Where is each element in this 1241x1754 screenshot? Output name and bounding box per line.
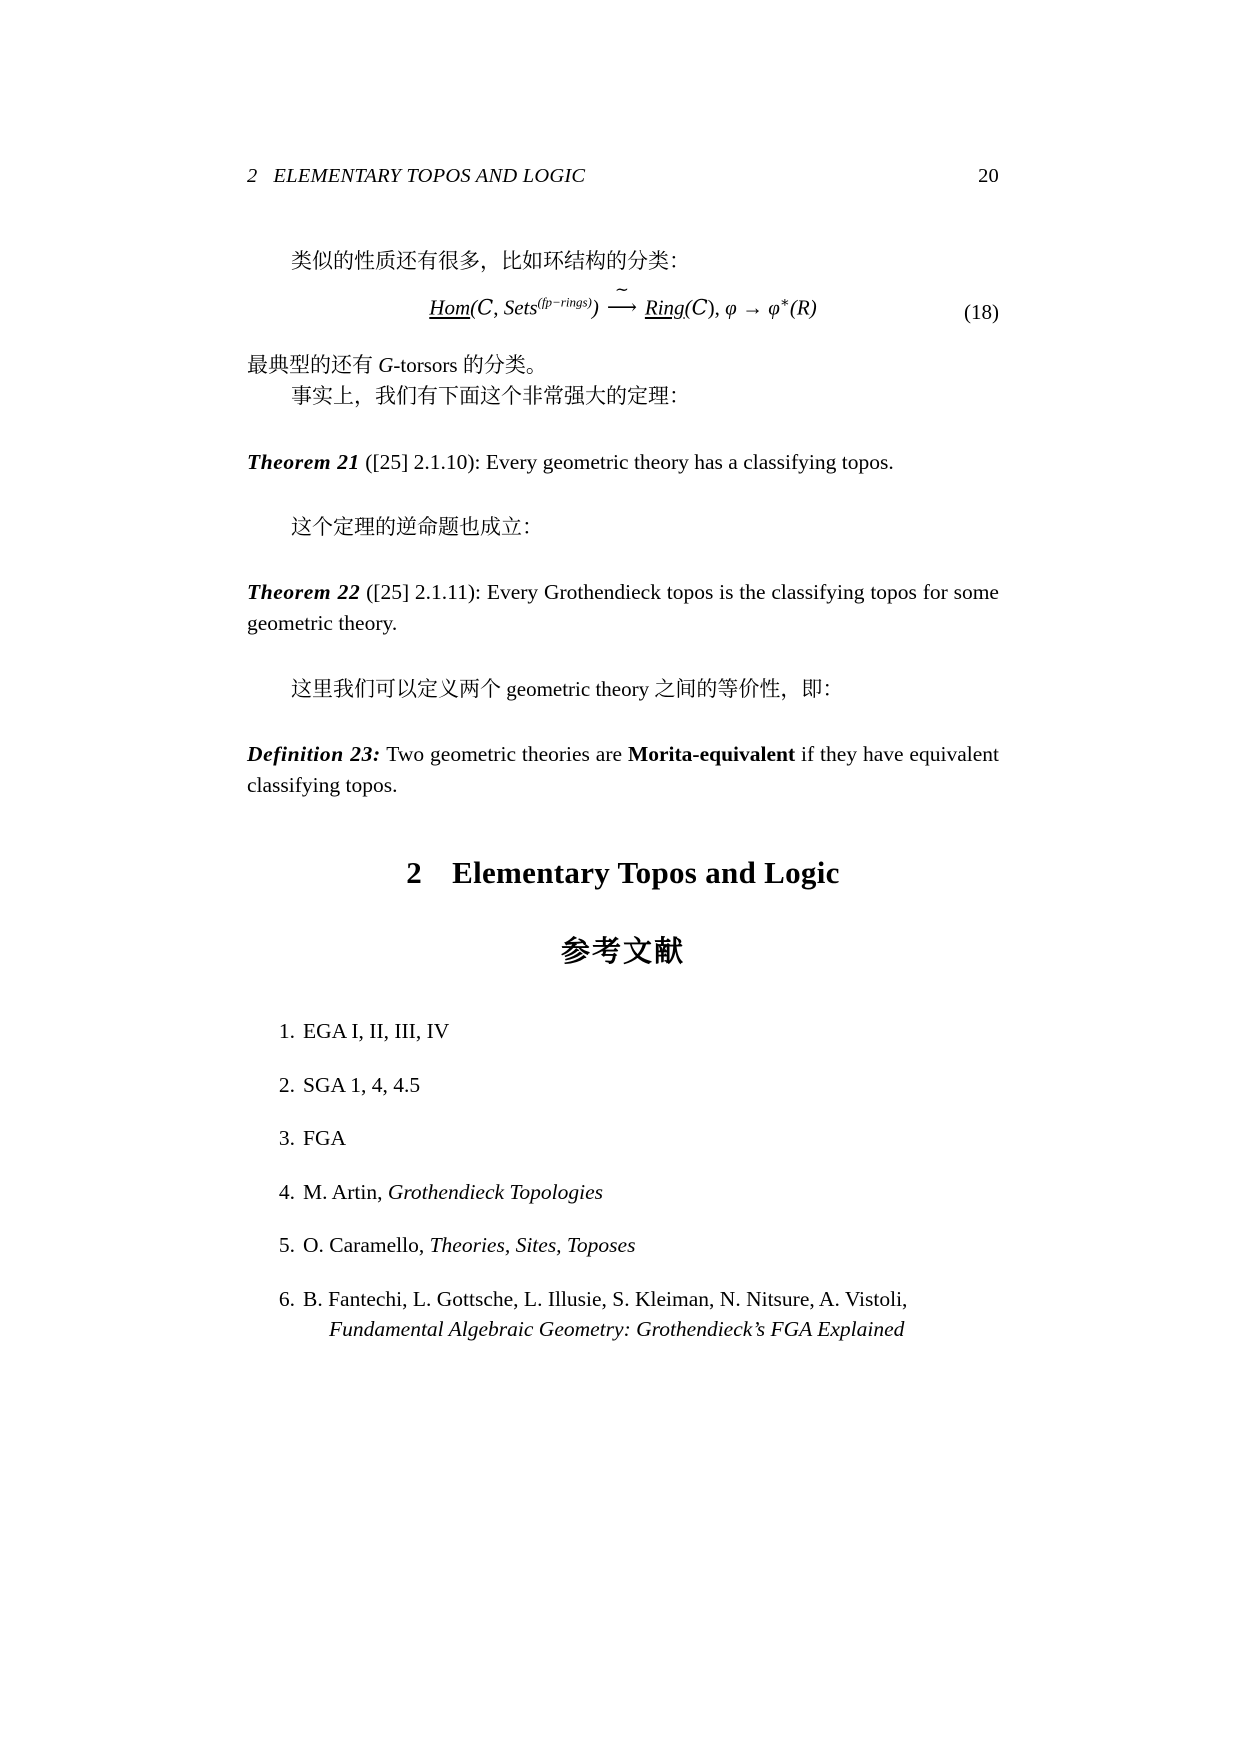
long-arrow-glyph: ⟶ [606, 294, 637, 319]
equation-18 [247, 279, 999, 340]
comma-1: , [493, 294, 504, 319]
reference-text [303, 1016, 999, 1047]
reference-text [303, 1177, 999, 1208]
paragraph-1: 类似的性质还有很多，比如环结构的分类： [291, 249, 690, 273]
theorem-22-text: Every Grothendieck topos is the classifying topos for some geometric theory. [247, 580, 999, 636]
definition-23-text-before: Two geometric theories are [380, 742, 628, 767]
reference-plain: EGA I, II, III, IV [303, 1019, 450, 1044]
tilde-glyph: ∼ [614, 279, 629, 299]
reference-italic: Theories, Sites, Toposes [429, 1233, 636, 1258]
definition-23-term: Morita-equivalent [627, 742, 796, 767]
section-heading [247, 855, 999, 891]
maps-to-arrow: → [736, 294, 769, 319]
spacer-after-theorem-21 [247, 478, 999, 512]
reference-text [303, 1123, 999, 1154]
spacer-after-theorem-22 [247, 640, 999, 674]
theorem-22 [247, 577, 999, 639]
paragraph-4: 这个定理的逆命题也成立： [291, 514, 543, 539]
theorem-21-text: Every geometric theory has a classifying topos. [485, 449, 894, 474]
reference-plain: FGA [303, 1126, 347, 1151]
section-title: Elementary Topos and Logic [452, 855, 840, 891]
reference-list [247, 1016, 999, 1345]
theorem-21-label: Theorem 21 [247, 449, 360, 474]
theorem-21-ref: ([25] 2.1.10): [359, 449, 486, 474]
theorem-22-ref: ([25] 2.1.11): [360, 580, 487, 605]
paren-close-1: ) [591, 294, 599, 319]
paren-open-1: ( [470, 294, 478, 319]
equation-18-body [247, 279, 999, 320]
reference-plain: O. Caramello, [303, 1233, 430, 1258]
paragraph-2-suffix: -torsors 的分类。 [393, 352, 547, 377]
sets-superscript: (fp−rings) [537, 293, 592, 309]
equation-number-18: (18) [964, 299, 999, 324]
reference-plain: B. Fantechi, L. Gottsche, L. Illusie, S. Kleiman, N. Nitsure, A. Vistoli, [303, 1286, 908, 1311]
spacer-before-theorem-22 [247, 543, 999, 577]
list-item [247, 1070, 999, 1101]
list-item [247, 1016, 999, 1047]
paren-close-2: ), [707, 294, 726, 319]
spacer-before-definition-23 [247, 705, 999, 739]
spacer-before-theorem-21 [247, 413, 999, 447]
body-column [247, 246, 999, 1368]
paragraph-2 [247, 350, 999, 382]
page-number: 20 [978, 165, 999, 187]
definition-23-text-after: if they have equivalent classifying topos. [247, 742, 999, 798]
reference-text [303, 1284, 999, 1345]
list-item [247, 1284, 999, 1345]
paragraph-3: 事实上，我们有下面这个非常强大的定理： [291, 384, 690, 408]
ring-functor: Ring [644, 294, 685, 319]
paragraph-2-prefix: 最典型的还有 [247, 352, 379, 377]
reference-number: 4. [278, 1179, 295, 1204]
paren-open-2: ( [684, 294, 692, 319]
phi-star: ∗ [779, 294, 790, 311]
category-c-1: C [477, 294, 494, 319]
definition-23 [247, 739, 999, 801]
list-item [247, 1123, 999, 1154]
reference-text [303, 1070, 999, 1101]
running-head [247, 165, 999, 188]
reference-italic: Fundamental Algebraic Geometry: Grothendieck’s FGA Explained [329, 1317, 905, 1342]
list-item [247, 1177, 999, 1208]
reference-number: 5. [278, 1233, 295, 1258]
of-r: (R) [789, 294, 817, 319]
definition-23-label: Definition 23: [247, 742, 381, 767]
phi-2: φ [768, 294, 780, 319]
reference-italic: Grothendieck Topologies [387, 1179, 604, 1204]
reference-text [303, 1230, 999, 1261]
list-item [247, 1230, 999, 1261]
reference-number: 1. [278, 1019, 295, 1044]
reference-number: 2. [278, 1072, 295, 1097]
phi-1: φ [725, 294, 737, 319]
section-number: 2 [406, 855, 423, 891]
reference-plain: M. Artin, [303, 1179, 388, 1204]
reference-number: 6. [278, 1286, 295, 1311]
g-symbol: G [378, 352, 394, 377]
references-title: 参考文献 [560, 936, 685, 969]
theorem-22-label: Theorem 22 [247, 580, 361, 605]
theorem-21 [247, 447, 999, 478]
sets-functor: Sets [503, 294, 538, 319]
hom-operator: Hom [429, 294, 471, 319]
reference-plain: SGA 1, 4, 4.5 [303, 1072, 421, 1097]
running-head-title: 2 ELEMENTARY TOPOS AND LOGIC [247, 165, 586, 187]
reference-number: 3. [278, 1126, 295, 1151]
category-c-2: C [691, 294, 708, 319]
paragraph-5: 这里我们可以定义两个 geometric theory 之间的等价性，即： [291, 676, 844, 701]
iso-arrow-icon [599, 279, 645, 320]
